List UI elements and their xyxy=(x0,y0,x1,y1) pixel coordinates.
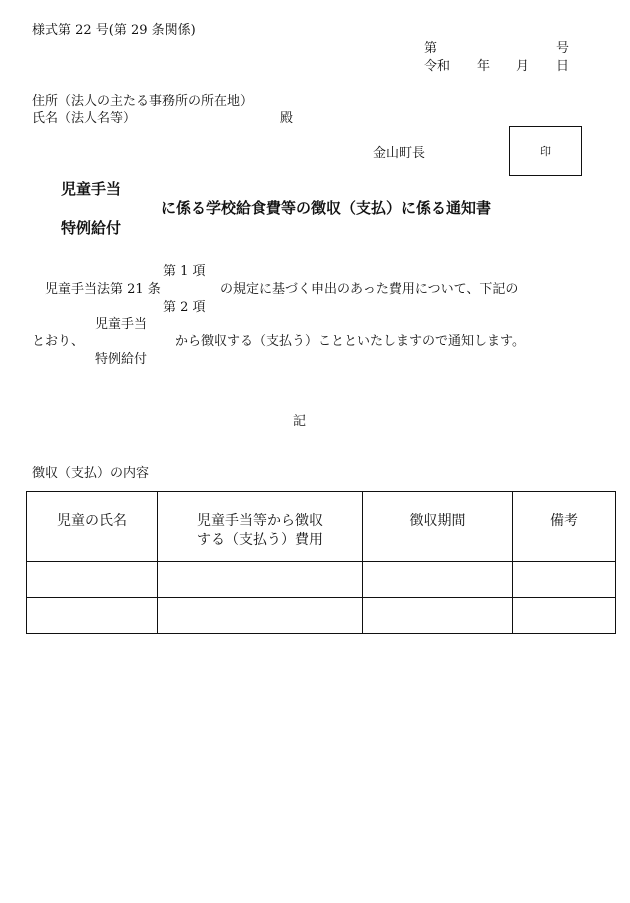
paragraph-option-1: 第 1 項 xyxy=(163,264,206,279)
title-option-special-benefit: 特例給付 xyxy=(61,219,122,237)
name-label: 氏名（法人名等） xyxy=(32,111,137,126)
header-period: 徴収期間 xyxy=(363,492,513,562)
section-label: 徴収（支払）の内容 xyxy=(32,466,150,481)
seal-box xyxy=(509,126,582,176)
title-option-child-allowance: 児童手当 xyxy=(61,180,122,198)
honorific: 殿 xyxy=(280,111,294,126)
benefit-option-special-benefit: 特例給付 xyxy=(95,352,148,367)
seal-label: 印 xyxy=(540,145,551,158)
document-number-suffix: 号 xyxy=(556,41,570,56)
cell-period[interactable] xyxy=(363,562,513,598)
cell-child-name[interactable] xyxy=(27,598,158,634)
date-day-label: 日 xyxy=(556,59,570,74)
address-label: 住所（法人の主たる事務所の所在地） xyxy=(32,94,254,109)
header-child-name: 児童の氏名 xyxy=(27,492,158,562)
paragraph-option-2: 第 2 項 xyxy=(163,300,206,315)
date-month-label: 月 xyxy=(516,59,530,74)
ki-marker: 記 xyxy=(293,414,307,429)
header-cost: 児童手当等から徴収 する（支払う）費用 xyxy=(158,492,363,562)
date-year-label: 年 xyxy=(477,59,491,74)
cell-child-name[interactable] xyxy=(27,562,158,598)
date-era: 令和 xyxy=(424,59,451,74)
table-header-row xyxy=(27,492,616,562)
document-title: に係る学校給食費等の徴収（支払）に係る通知書 xyxy=(161,199,492,217)
table-row xyxy=(27,598,616,634)
form-number: 様式第 22 号(第 29 条関係) xyxy=(32,23,196,38)
document-number-prefix: 第 xyxy=(424,41,438,56)
collection-table xyxy=(26,491,616,634)
law-reference: 児童手当法第 21 条 xyxy=(45,282,161,297)
body-line-2: から徴収する（支払う）ことといたしますので通知します。 xyxy=(175,334,525,349)
cell-remarks[interactable] xyxy=(513,562,616,598)
body-line-1: の規定に基づく申出のあった費用について、下記の xyxy=(220,282,519,297)
cell-cost[interactable] xyxy=(158,562,363,598)
table-row xyxy=(27,562,616,598)
cell-period[interactable] xyxy=(363,598,513,634)
benefit-option-child-allowance: 児童手当 xyxy=(95,317,148,332)
body-line-2-start: とおり、 xyxy=(32,334,85,349)
cell-cost[interactable] xyxy=(158,598,363,634)
header-remarks: 備考 xyxy=(513,492,616,562)
mayor-title: 金山町長 xyxy=(373,146,426,161)
cell-remarks[interactable] xyxy=(513,598,616,634)
